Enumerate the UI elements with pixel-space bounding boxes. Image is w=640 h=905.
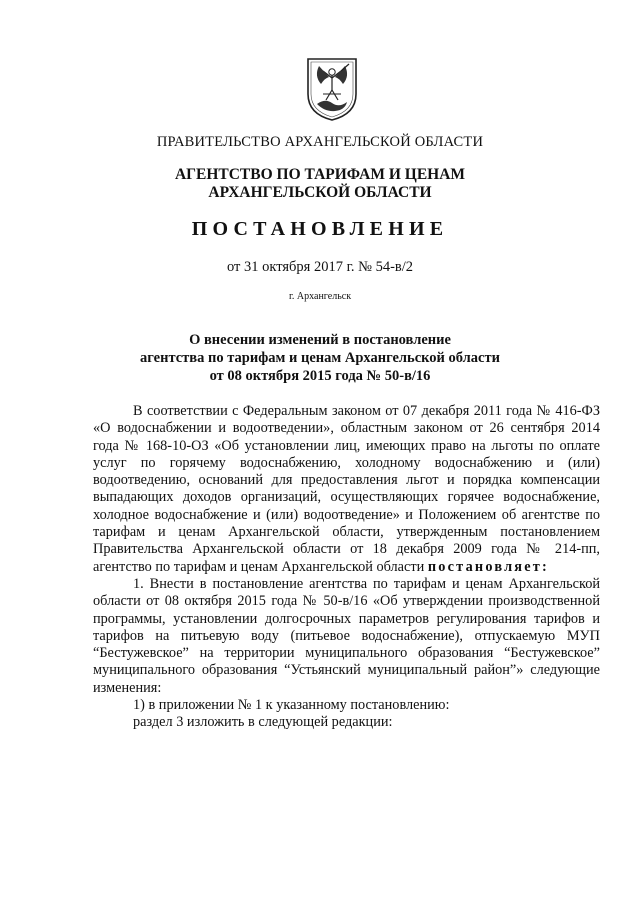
subitem-1-paragraph: 1) в приложении № 1 к указанному постановлению: (133, 697, 450, 714)
city: г. Архангельск (288, 291, 352, 302)
resolves-word: постановляет: (427, 558, 549, 575)
subject-line-2: агентства по тарифам и ценам Архангельской области (140, 350, 500, 366)
subject-line-1: О внесении изменений в постановление (189, 332, 451, 348)
coat-of-arms-icon (305, 56, 359, 122)
subject-line-3: от 08 октября 2015 года № 50-в/16 (209, 368, 431, 384)
document-subject (0, 331, 640, 385)
preamble-paragraph (93, 403, 600, 576)
agency-name (0, 166, 640, 202)
agency-line-1: АГЕНТСТВО ПО ТАРИФАМ И ЦЕНАМ (174, 166, 466, 183)
document-body (93, 403, 600, 732)
government-name: ПРАВИТЕЛЬСТВО АРХАНГЕЛЬСКОЙ ОБЛАСТИ (156, 134, 484, 150)
document-type: ПОСТАНОВЛЕНИЕ (191, 218, 449, 240)
agency-line-2: АРХАНГЕЛЬСКОЙ ОБЛАСТИ (208, 184, 432, 201)
date-and-number: от 31 октября 2017 г. № 54-в/2 (226, 259, 414, 275)
preamble-text: В соответствии с Федеральным законом от 07 декабря 2011 года № 416-ФЗ «О водоснабжении и водоотведении», областным законом от 26 сентября 2014 года № 168-10-ОЗ «Об установлении лиц, имеющих право на льготы по оплате услуг по горячему водоснабжению, холодному водоснабжению и (или) водоотведению, оснований для предоставления льгот и порядка компенсации выпадающих доходов организаций, осуществляющих горячее водоснабжение, холодное водоснабжение и (или) водоотведение» и Положением об агентстве по тарифам и ценам Архангельской области, утвержденным постановлением Правительства Архангельской области от 18 декабря 2009 года № 214-пп, агентство по тарифам и ценам Архангельской области (93, 403, 600, 575)
item-1-paragraph: 1. Внести в постановление агентства по тарифам и ценам Архангельской области от 08 октября 2015 года № 50-в/16 «Об утверждении производственной программы, установлении долгосрочных параметров регулирования тарифов и тарифов на питьевую воду (питьевое водоснабжение), отпускаемую МУП “Бестужевское” на территории муниципального образования “Бестужевское” муниципального образования “Устьянский муниципальный район”» следующие изменения: (93, 575, 600, 696)
subitem-2-paragraph: раздел 3 изложить в следующей редакции: (133, 714, 393, 731)
